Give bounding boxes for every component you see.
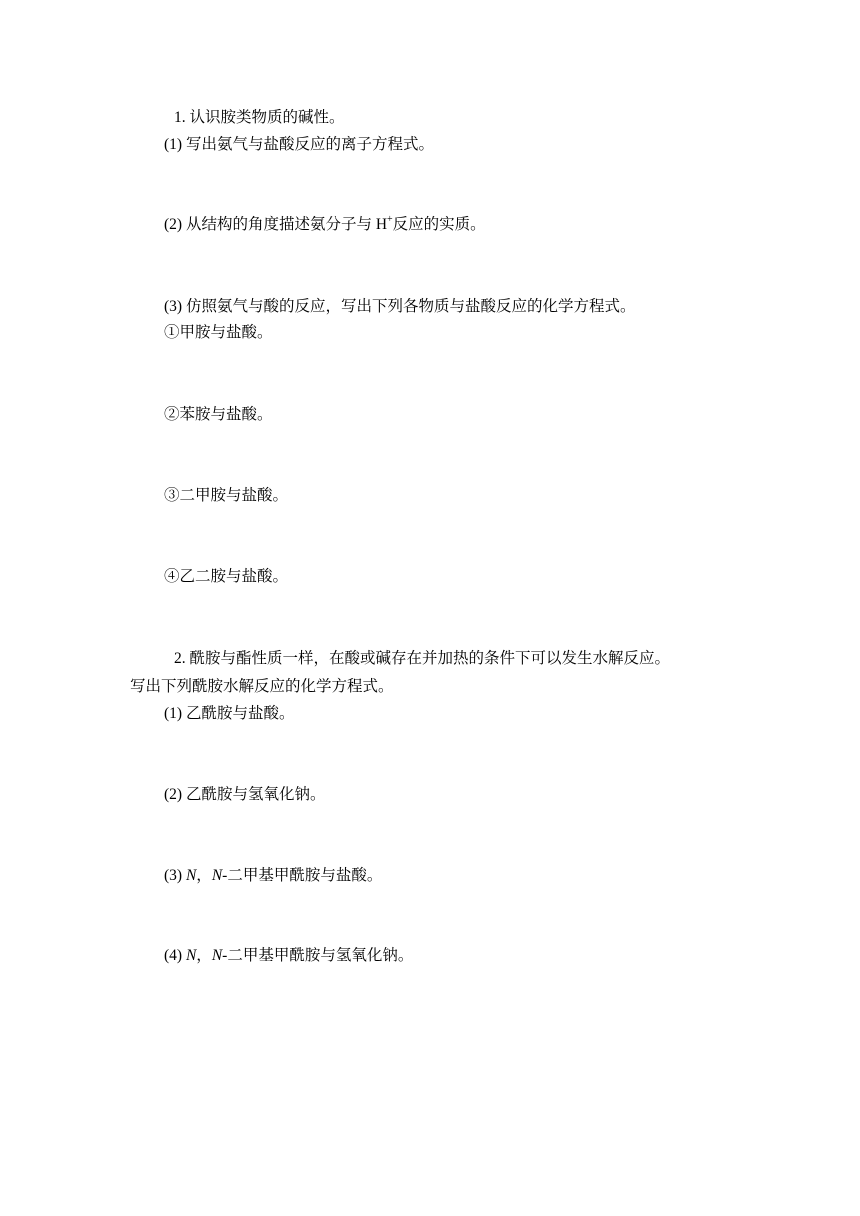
question-2-part-1: (1) 乙酰胺与盐酸。	[164, 705, 295, 722]
question-1-part-2-post: 反应的实质。	[392, 216, 486, 233]
n-italic: N	[185, 947, 197, 964]
question-1-item-4: ④乙二胺与盐酸。	[164, 568, 289, 585]
question-2-part-3	[164, 866, 382, 886]
question-2-title-continued: 写出下列酰胺水解反应的化学方程式。	[130, 678, 394, 695]
question-2-part-3-text: -二甲基甲酰胺与盐酸。	[222, 867, 383, 884]
n-italic: N	[185, 867, 197, 884]
comma: ，	[196, 947, 212, 964]
question-2-part-4-text: -二甲基甲酰胺与氢氧化钠。	[222, 947, 414, 964]
question-1-part-3: (3) 仿照氨气与酸的反应，写出下列各物质与盐酸反应的化学方程式。	[164, 298, 636, 315]
question-2-part-4-number: (4)	[164, 947, 186, 964]
n-italic: N	[211, 947, 223, 964]
question-1-part-2-pre: (2) 从结构的角度描述氨分子与 H	[164, 216, 388, 233]
n-italic: N	[211, 867, 223, 884]
question-2-part-4	[164, 946, 413, 966]
question-2-part-2: (2) 乙酰胺与氢氧化钠。	[164, 786, 326, 803]
question-1-item-1: ①甲胺与盐酸。	[164, 324, 273, 341]
comma: ，	[196, 867, 212, 884]
question-2-title: 2. 酰胺与酯性质一样，在酸或碱存在并加热的条件下可以发生水解反应。	[174, 650, 671, 667]
question-1-item-3: ③二甲胺与盐酸。	[164, 487, 289, 504]
question-1-title: 1. 认识胺类物质的碱性。	[174, 109, 345, 126]
question-1-item-2: ②苯胺与盐酸。	[164, 406, 273, 423]
question-1-part-2	[164, 215, 486, 235]
h-plus-superscript: +	[387, 213, 393, 225]
question-1-part-1: (1) 写出氨气与盐酸反应的离子方程式。	[164, 136, 434, 153]
question-2-part-3-number: (3)	[164, 867, 186, 884]
